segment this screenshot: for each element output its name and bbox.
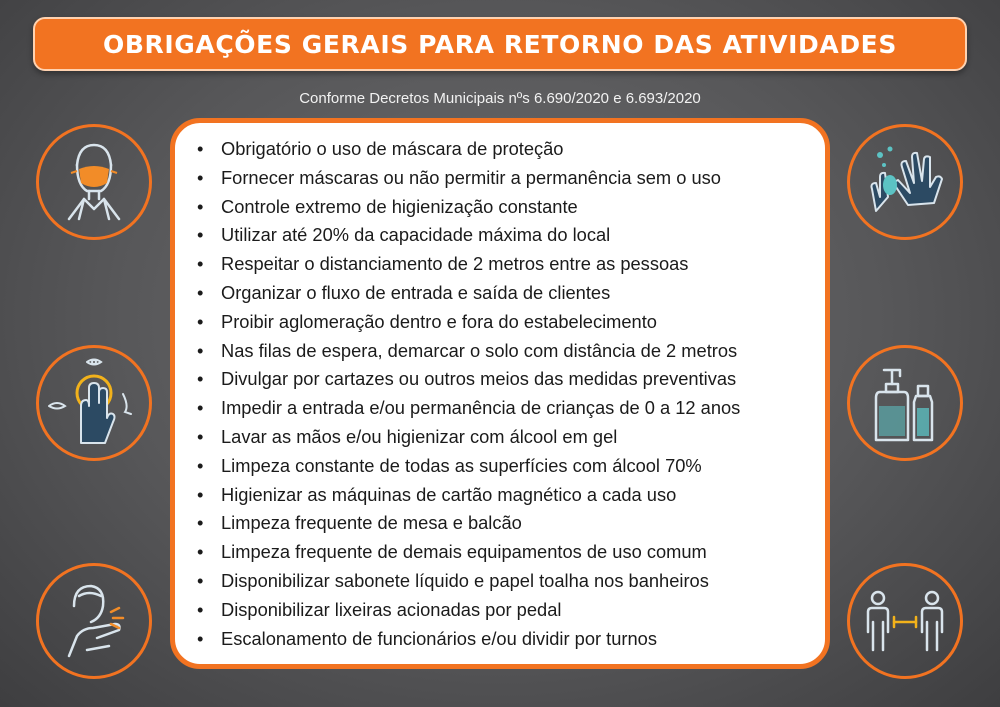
bullet: • [197,339,204,361]
list-item [197,337,825,366]
bullet: • [197,368,204,390]
list-item [197,509,825,538]
list-item [197,135,825,164]
list-item [197,596,825,625]
list-item [197,308,825,337]
page-subtitle: Conforme Decretos Municipais nºs 6.690/2020 e 6.693/2020 [299,90,701,107]
bullet: • [197,166,204,188]
list-item [197,481,825,510]
title-banner [33,17,967,71]
obligations-card [170,118,830,669]
list-item-text: Controle extremo de higienização constante [221,195,578,217]
list-item [197,423,825,452]
list-item-text: Impedir a entrada e/ou permanência de crianças de 0 a 12 anos [221,397,741,419]
list-item-text: Proibir aglomeração dentro e fora do estabelecimento [221,310,657,332]
list-item-text: Fornecer máscaras ou não permitir a permanência sem o uso [221,166,721,188]
list-item-text: Obrigatório o uso de máscara de proteção [221,138,564,159]
list-item [197,567,825,596]
bullet: • [197,512,204,534]
list-item-text: Limpeza frequente de mesa e balcão [221,512,522,534]
bullet: • [197,138,204,159]
obligations-list [175,123,825,653]
bullet: • [197,569,204,591]
bullet: • [197,483,204,505]
page-title: OBRIGAÇÕES GERAIS PARA RETORNO DAS ATIVIDADES [103,29,897,59]
social-distancing-icon [847,563,963,679]
list-item [197,538,825,567]
bullet: • [197,397,204,419]
list-item-text: Disponibilizar lixeiras acionadas por pedal [221,598,562,620]
list-item-text: Escalonamento de funcionários e/ou dividir por turnos [221,627,657,649]
bullet: • [197,598,204,620]
list-item-text: Utilizar até 20% da capacidade máxima do local [221,224,611,246]
face-mask-person-icon [36,124,152,240]
bullet: • [197,425,204,447]
bullet: • [197,310,204,332]
bullet: • [197,281,204,303]
list-item [197,250,825,279]
bullet: • [197,195,204,217]
list-item-text: Organizar o fluxo de entrada e saída de clientes [221,281,611,303]
cough-into-elbow-icon [36,563,152,679]
list-item-text: Divulgar por cartazes ou outros meios das medidas preventivas [221,368,737,390]
hand-sanitizing-icon [847,124,963,240]
sanitizer-bottles-icon [847,345,963,461]
list-item-text: Limpeza constante de todas as superfícies com álcool 70% [221,454,702,476]
list-item-text: Lavar as mãos e/ou higienizar com álcool em gel [221,425,618,447]
list-item [197,193,825,222]
list-item-text: Limpeza frequente de demais equipamentos de uso comum [221,541,707,563]
list-item-text: Respeitar o distanciamento de 2 metros entre as pessoas [221,253,689,275]
bullet: • [197,224,204,246]
bullet: • [197,627,204,649]
list-item-text: Disponibilizar sabonete líquido e papel toalha nos banheiros [221,569,709,591]
bullet: • [197,253,204,275]
list-item [197,279,825,308]
list-item [197,365,825,394]
list-item [197,625,825,654]
list-item [197,221,825,250]
list-item [197,452,825,481]
list-item-text: Higienizar as máquinas de cartão magnético a cada uso [221,483,677,505]
bullet: • [197,454,204,476]
bullet: • [197,541,204,563]
list-item-text: Nas filas de espera, demarcar o solo com distância de 2 metros [221,339,738,361]
list-item [197,164,825,193]
no-touching-face-icon [36,345,152,461]
list-item [197,394,825,423]
